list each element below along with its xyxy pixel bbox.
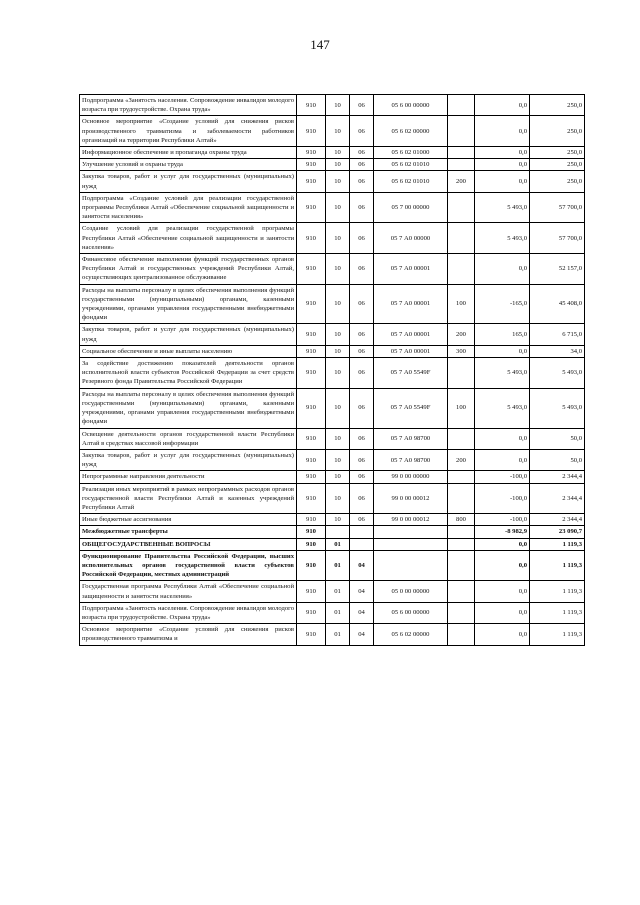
dept-code-cell: 910 [297, 602, 326, 623]
expense-type-code-cell [448, 192, 475, 223]
table-row [80, 159, 585, 171]
dept-code-cell: 910 [297, 624, 326, 645]
change-amount-cell: 0,0 [475, 95, 530, 116]
target-article-code-cell: 05 7 А0 00001 [374, 345, 448, 357]
section-code-cell: 10 [326, 254, 350, 285]
row-name-cell: Реализация иных мероприятий в рамках непрограммных расходов органов государственной власти Республики Алтай и казенных учреждений Республики Алтай [80, 483, 297, 514]
dept-code-cell: 910 [297, 538, 326, 550]
dept-code-cell: 910 [297, 345, 326, 357]
dept-code-cell: 910 [297, 358, 326, 389]
change-amount-cell: 0,0 [475, 254, 530, 285]
dept-code-cell: 910 [297, 147, 326, 159]
table-row [80, 471, 585, 483]
subsection-code-cell: 06 [350, 471, 374, 483]
subsection-code-cell: 06 [350, 483, 374, 514]
total-amount-cell: 45 408,0 [530, 284, 585, 324]
change-amount-cell: 5 493,0 [475, 192, 530, 223]
target-article-code-cell: 05 6 02 01000 [374, 147, 448, 159]
section-code-cell: 10 [326, 284, 350, 324]
total-amount-cell: 250,0 [530, 116, 585, 147]
target-article-code-cell: 05 7 А0 98700 [374, 449, 448, 470]
total-amount-cell: 1 119,3 [530, 550, 585, 581]
target-article-code-cell: 05 7 А0 00000 [374, 223, 448, 254]
total-amount-cell: 57 700,0 [530, 223, 585, 254]
section-code-cell: 10 [326, 171, 350, 192]
total-amount-cell: 2 344,4 [530, 471, 585, 483]
total-amount-cell: 1 119,3 [530, 602, 585, 623]
change-amount-cell: 0,0 [475, 449, 530, 470]
subsection-code-cell: 06 [350, 358, 374, 389]
row-name-cell: Создание условий для реализации государственной программы Республики Алтай «Обеспечение социальной защищенности и занятости населения» [80, 223, 297, 254]
target-article-code-cell: 99 0 00 00012 [374, 514, 448, 526]
expense-type-code-cell [448, 95, 475, 116]
expense-type-code-cell: 200 [448, 324, 475, 345]
row-name-cell: Улучшение условий и охраны труда [80, 159, 297, 171]
subsection-code-cell: 06 [350, 147, 374, 159]
section-code-cell: 01 [326, 581, 350, 602]
row-name-cell: Закупка товаров, работ и услуг для государственных (муниципальных) нужд [80, 324, 297, 345]
expense-type-code-cell [448, 254, 475, 285]
expense-type-code-cell: 200 [448, 449, 475, 470]
target-article-code-cell: 05 7 А0 00001 [374, 284, 448, 324]
table-row [80, 284, 585, 324]
section-code-cell: 10 [326, 345, 350, 357]
dept-code-cell: 910 [297, 428, 326, 449]
table-row [80, 526, 585, 538]
subsection-code-cell [350, 526, 374, 538]
expense-type-code-cell [448, 526, 475, 538]
target-article-code-cell: 05 6 02 00000 [374, 116, 448, 147]
section-code-cell: 10 [326, 514, 350, 526]
section-code-cell: 01 [326, 602, 350, 623]
table-row [80, 388, 585, 428]
section-code-cell: 01 [326, 538, 350, 550]
target-article-code-cell: 05 6 02 00000 [374, 624, 448, 645]
table-row [80, 95, 585, 116]
subsection-code-cell: 06 [350, 388, 374, 428]
target-article-code-cell [374, 538, 448, 550]
table-row [80, 581, 585, 602]
row-name-cell: Закупка товаров, работ и услуг для государственных (муниципальных) нужд [80, 449, 297, 470]
expense-type-code-cell [448, 358, 475, 389]
dept-code-cell: 910 [297, 514, 326, 526]
row-name-cell: Государственная программа Республики Алтай «Обеспечение социальной защищенности и занятости населения» [80, 581, 297, 602]
expense-type-code-cell [448, 602, 475, 623]
total-amount-cell: 5 493,0 [530, 388, 585, 428]
change-amount-cell: -8 982,9 [475, 526, 530, 538]
table-row [80, 254, 585, 285]
total-amount-cell: 2 344,4 [530, 483, 585, 514]
expense-type-code-cell [448, 483, 475, 514]
table-row [80, 171, 585, 192]
total-amount-cell: 1 119,3 [530, 624, 585, 645]
dept-code-cell: 910 [297, 192, 326, 223]
subsection-code-cell: 04 [350, 581, 374, 602]
row-name-cell: Финансовое обеспечение выполнения функций государственных органов Республики Алтай и государственных учреждений Республики Алтай, осуществляющих централизованное обслуживание [80, 254, 297, 285]
dept-code-cell: 910 [297, 284, 326, 324]
target-article-code-cell: 05 6 00 00000 [374, 602, 448, 623]
change-amount-cell: -100,0 [475, 483, 530, 514]
target-article-code-cell [374, 526, 448, 538]
dept-code-cell: 910 [297, 550, 326, 581]
dept-code-cell: 910 [297, 324, 326, 345]
section-code-cell: 10 [326, 388, 350, 428]
subsection-code-cell: 04 [350, 550, 374, 581]
change-amount-cell: 0,0 [475, 602, 530, 623]
total-amount-cell: 50,0 [530, 428, 585, 449]
total-amount-cell: 50,0 [530, 449, 585, 470]
expense-type-code-cell [448, 116, 475, 147]
expense-type-code-cell [448, 159, 475, 171]
change-amount-cell: -165,0 [475, 284, 530, 324]
subsection-code-cell: 06 [350, 95, 374, 116]
section-code-cell: 10 [326, 159, 350, 171]
row-name-cell: За содействие достижению показателей деятельности органов исполнительной власти субъектов Российской Федерации за счет средств Резервного фонда Правительства Российской Федерации [80, 358, 297, 389]
section-code-cell: 10 [326, 147, 350, 159]
dept-code-cell: 910 [297, 95, 326, 116]
row-name-cell: Расходы на выплаты персоналу в целях обеспечения выполнения функций государственными (муниципальными) органами, казенными учреждениями, органами управления государственными внебюджетными фондами [80, 284, 297, 324]
expense-type-code-cell: 300 [448, 345, 475, 357]
dept-code-cell: 910 [297, 254, 326, 285]
subsection-code-cell: 06 [350, 449, 374, 470]
section-code-cell: 10 [326, 192, 350, 223]
expense-type-code-cell [448, 223, 475, 254]
change-amount-cell: 0,0 [475, 581, 530, 602]
target-article-code-cell: 05 7 00 00000 [374, 192, 448, 223]
dept-code-cell: 910 [297, 223, 326, 254]
page-number: 147 [310, 37, 330, 52]
change-amount-cell: 0,0 [475, 116, 530, 147]
row-name-cell: Функционирование Правительства Российской Федерации, высших исполнительных органов государственной власти субъектов Российской Федерации, местных администраций [80, 550, 297, 581]
total-amount-cell: 34,0 [530, 345, 585, 357]
row-name-cell: Социальное обеспечение и иные выплаты населению [80, 345, 297, 357]
section-code-cell: 10 [326, 116, 350, 147]
target-article-code-cell: 05 6 00 00000 [374, 95, 448, 116]
change-amount-cell: 0,0 [475, 159, 530, 171]
table-row [80, 358, 585, 389]
change-amount-cell: 165,0 [475, 324, 530, 345]
table-row [80, 116, 585, 147]
row-name-cell: ОБЩЕГОСУДАРСТВЕННЫЕ ВОПРОСЫ [80, 538, 297, 550]
subsection-code-cell: 06 [350, 324, 374, 345]
row-name-cell: Подпрограмма «Занятость населения. Сопровождение инвалидов молодого возраста при трудоустройстве. Охрана труда» [80, 95, 297, 116]
expense-type-code-cell [448, 471, 475, 483]
change-amount-cell: 0,0 [475, 345, 530, 357]
subsection-code-cell: 06 [350, 428, 374, 449]
subsection-code-cell: 06 [350, 254, 374, 285]
table-row [80, 602, 585, 623]
target-article-code-cell: 05 7 А0 5549F [374, 358, 448, 389]
total-amount-cell: 250,0 [530, 159, 585, 171]
target-article-code-cell: 05 7 А0 00001 [374, 254, 448, 285]
total-amount-cell: 1 119,3 [530, 538, 585, 550]
expense-type-code-cell [448, 147, 475, 159]
total-amount-cell: 250,0 [530, 171, 585, 192]
change-amount-cell: 5 493,0 [475, 223, 530, 254]
target-article-code-cell: 99 0 00 00000 [374, 471, 448, 483]
section-code-cell: 10 [326, 483, 350, 514]
change-amount-cell: 0,0 [475, 550, 530, 581]
table-row [80, 483, 585, 514]
subsection-code-cell: 06 [350, 192, 374, 223]
total-amount-cell: 1 119,3 [530, 581, 585, 602]
row-name-cell: Закупка товаров, работ и услуг для государственных (муниципальных) нужд [80, 171, 297, 192]
total-amount-cell: 2 344,4 [530, 514, 585, 526]
target-article-code-cell: 05 0 00 00000 [374, 581, 448, 602]
change-amount-cell: 0,0 [475, 624, 530, 645]
dept-code-cell: 910 [297, 449, 326, 470]
section-code-cell [326, 526, 350, 538]
section-code-cell: 10 [326, 324, 350, 345]
subsection-code-cell: 06 [350, 345, 374, 357]
dept-code-cell: 910 [297, 388, 326, 428]
dept-code-cell: 910 [297, 159, 326, 171]
row-name-cell: Подпрограмма «Занятость населения. Сопровождение инвалидов молодого возраста при трудоустройстве. Охрана труда» [80, 602, 297, 623]
total-amount-cell: 6 715,0 [530, 324, 585, 345]
total-amount-cell: 5 493,0 [530, 358, 585, 389]
change-amount-cell: 0,0 [475, 171, 530, 192]
table-row [80, 449, 585, 470]
expense-type-code-cell: 800 [448, 514, 475, 526]
target-article-code-cell: 05 7 А0 00001 [374, 324, 448, 345]
expense-type-code-cell [448, 581, 475, 602]
row-name-cell: Информационное обеспечение и пропаганда охраны труда [80, 147, 297, 159]
total-amount-cell: 250,0 [530, 95, 585, 116]
table-row [80, 324, 585, 345]
expense-type-code-cell [448, 428, 475, 449]
row-name-cell: Освещение деятельности органов государственной власти Республики Алтай в средствах массовой информации [80, 428, 297, 449]
total-amount-cell: 52 157,0 [530, 254, 585, 285]
section-code-cell: 10 [326, 95, 350, 116]
change-amount-cell: 0,0 [475, 147, 530, 159]
row-name-cell: Иные бюджетные ассигнования [80, 514, 297, 526]
subsection-code-cell: 06 [350, 171, 374, 192]
dept-code-cell: 910 [297, 171, 326, 192]
expense-type-code-cell [448, 550, 475, 581]
dept-code-cell: 910 [297, 483, 326, 514]
table-row [80, 428, 585, 449]
change-amount-cell: -100,0 [475, 514, 530, 526]
budget-table [79, 94, 585, 646]
dept-code-cell: 910 [297, 526, 326, 538]
table-row [80, 192, 585, 223]
table-row [80, 223, 585, 254]
dept-code-cell: 910 [297, 471, 326, 483]
expense-type-code-cell: 100 [448, 388, 475, 428]
expense-type-code-cell [448, 538, 475, 550]
subsection-code-cell: 06 [350, 284, 374, 324]
row-name-cell: Подпрограмма «Создание условий для реализации государственной программы Республики Алтай «Обеспечение социальной защищенности и занятости населения» [80, 192, 297, 223]
table-row [80, 624, 585, 645]
section-code-cell: 01 [326, 550, 350, 581]
section-code-cell: 10 [326, 428, 350, 449]
target-article-code-cell [374, 550, 448, 581]
change-amount-cell: 0,0 [475, 428, 530, 449]
target-article-code-cell: 99 0 00 00012 [374, 483, 448, 514]
section-code-cell: 10 [326, 449, 350, 470]
subsection-code-cell: 06 [350, 116, 374, 147]
row-name-cell: Основное мероприятие «Создание условий для снижения рисков производственного травматизма и заболеваемости работников организаций на территории Республики Алтай» [80, 116, 297, 147]
table-row [80, 345, 585, 357]
subsection-code-cell: 06 [350, 223, 374, 254]
total-amount-cell: 23 090,7 [530, 526, 585, 538]
change-amount-cell: 5 493,0 [475, 388, 530, 428]
subsection-code-cell [350, 538, 374, 550]
target-article-code-cell: 05 7 А0 98700 [374, 428, 448, 449]
subsection-code-cell: 04 [350, 624, 374, 645]
change-amount-cell: 0,0 [475, 538, 530, 550]
section-code-cell: 10 [326, 358, 350, 389]
subsection-code-cell: 06 [350, 159, 374, 171]
dept-code-cell: 910 [297, 116, 326, 147]
table-row [80, 147, 585, 159]
target-article-code-cell: 05 6 02 01010 [374, 171, 448, 192]
subsection-code-cell: 04 [350, 602, 374, 623]
total-amount-cell: 250,0 [530, 147, 585, 159]
row-name-cell: Межбюджетные трансферты [80, 526, 297, 538]
expense-type-code-cell: 200 [448, 171, 475, 192]
target-article-code-cell: 05 7 А0 5549F [374, 388, 448, 428]
row-name-cell: Расходы на выплаты персоналу в целях обеспечения выполнения функций государственными (муниципальными) органами, казенными учреждениями, органами управления государственными внебюджетными фондами [80, 388, 297, 428]
expense-type-code-cell: 100 [448, 284, 475, 324]
section-code-cell: 10 [326, 223, 350, 254]
table-row [80, 550, 585, 581]
row-name-cell: Непрограммные направления деятельности [80, 471, 297, 483]
subsection-code-cell: 06 [350, 514, 374, 526]
dept-code-cell: 910 [297, 581, 326, 602]
section-code-cell: 01 [326, 624, 350, 645]
table-row [80, 538, 585, 550]
table-row [80, 514, 585, 526]
section-code-cell: 10 [326, 471, 350, 483]
total-amount-cell: 57 700,0 [530, 192, 585, 223]
change-amount-cell: -100,0 [475, 471, 530, 483]
target-article-code-cell: 05 6 02 01010 [374, 159, 448, 171]
expense-type-code-cell [448, 624, 475, 645]
row-name-cell: Основное мероприятие «Создание условий для снижения рисков производственного травматизма и [80, 624, 297, 645]
change-amount-cell: 5 493,0 [475, 358, 530, 389]
